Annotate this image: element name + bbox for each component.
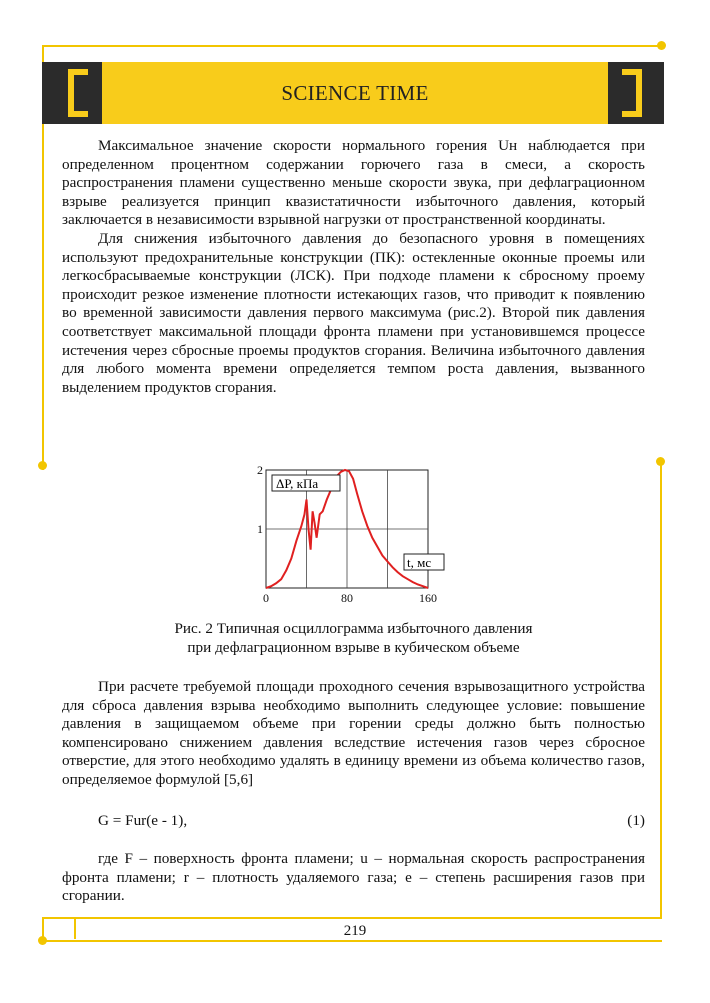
formula-expression: G = Fur(e - 1), — [98, 812, 188, 829]
frame-inner-tick — [74, 917, 76, 939]
header-left-bracket — [68, 69, 88, 117]
figure-caption — [62, 619, 645, 657]
page-number: 219 — [343, 923, 367, 939]
header-title: SCIENCE TIME — [281, 80, 429, 105]
pressure-oscillogram-chart — [250, 462, 450, 610]
chart-ylabel-box — [272, 475, 340, 491]
frame-dot-top-right — [657, 41, 666, 50]
header-title-box — [102, 62, 608, 124]
chart-xtick-0: 0 — [263, 591, 269, 605]
paragraph-1: Максимальное значение скорости нормального горения Uн наблюдается при определенном процентном содержании горючего газа в смеси, а скорость распространения пламени существенно меньше скорости звука, при дефлаграционном взрыве реализуется принцип квазистатичности избыточного давления, который заключается в независимости взрывной нагрузки от пространственной координаты. — [62, 137, 645, 229]
lower-text-block — [62, 678, 645, 790]
upper-text-block — [62, 137, 645, 397]
paragraph-4: где F – поверхность фронта пламени; u – нормальная скорость распространения фронта пламени; r – плотность удаляемого газа; e – степень расширения газов при сгорании. — [62, 850, 645, 905]
chart-ytick-2: 2 — [257, 463, 263, 477]
definitions-block — [62, 850, 645, 906]
frame-right-line-lower — [660, 462, 662, 917]
chart-xlabel-box — [404, 554, 444, 570]
header-right-bracket — [622, 69, 642, 117]
frame-dot-bottom-left — [38, 936, 47, 945]
paragraph-3: При расчете требуемой площади проходного сечения взрывозащитного устройства для сброса давления взрыва необходимо выполнить следующее условие: повышение давления в защищаемом объеме при горении среды должно быть полностью компенсировано снижением давления вследствие истечения газов через сбросное отверстие, для этого необходимо удалять в единицу времени из объема количество газов, определяемое формулой [5,6] — [62, 678, 645, 788]
caption-line-2: при дефлаграционном взрыве в кубическом объеме — [187, 639, 520, 656]
paragraph-2: Для снижения избыточного давления до безопасного уровня в помещениях используют предохранительные конструкции (ПК): остекленные оконные проемы или легкосбрасываемые конструкции (ЛСК). При подходе пламени к сбросному проему происходит резкое изменение плотности истекающих газов, что приводит к появлению во временной зависимости давления первого максимума (рис.2). Второй пик давления соответствует максимальной площади фронта пламени при установившемся процессе истечения через сбросные проемы продуктов сгорания. Величина избыточного давления для любого момента времени определяется темпом роста давления, вызванного выделением продуктов сгорания. — [62, 229, 645, 396]
chart-xtick-160: 160 — [419, 591, 437, 605]
frame-footer-line — [42, 940, 662, 942]
chart-ytick-1: 1 — [257, 522, 263, 536]
chart-xtick-80: 80 — [341, 591, 353, 605]
caption-line-1: Рис. 2 Типичная осциллограмма избыточного давления — [174, 620, 533, 637]
chart-xlabel: t, мс — [407, 555, 432, 570]
chart-ylabel: ΔP, кПа — [276, 476, 319, 491]
frame-dot-left — [38, 461, 47, 470]
formula-line — [98, 812, 645, 830]
formula-number: (1) — [627, 812, 645, 829]
frame-top-line — [42, 45, 662, 47]
frame-bottom-line — [42, 917, 662, 919]
